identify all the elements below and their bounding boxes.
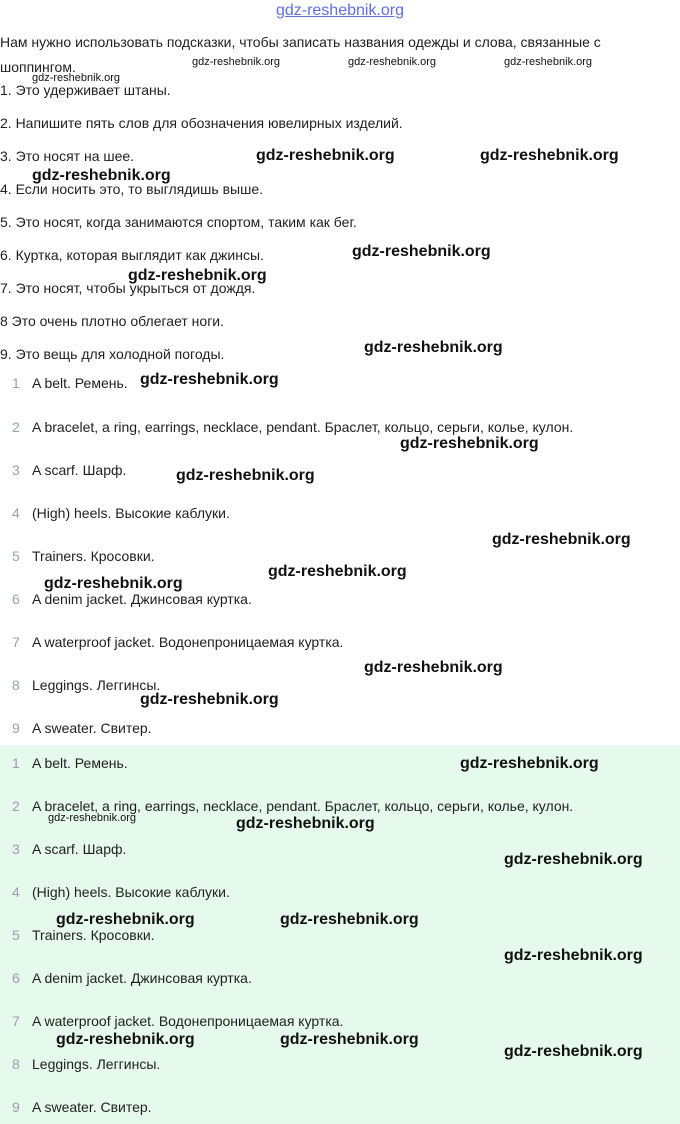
question-5: 5. Это носят, когда занимаются спортом, таким как бег. [0, 214, 357, 230]
answer-number: 8 [12, 1056, 20, 1072]
watermark: gdz-reshebnik.org [140, 371, 279, 388]
answer-text: A bracelet, a ring, earrings, necklace, pendant. Браслет, кольцо, серьги, колье, кулон. [32, 419, 574, 435]
watermark: gdz-reshebnik.org [256, 147, 395, 164]
answer-number: 3 [12, 841, 20, 857]
watermark: gdz-reshebnik.org [140, 691, 279, 708]
answer-number: 2 [12, 798, 20, 814]
question-3: 3. Это носят на шее. [0, 148, 135, 164]
watermark: gdz-reshebnik.org [492, 531, 631, 548]
watermark: gdz-reshebnik.org [460, 755, 599, 772]
answer-text: A sweater. Свитер. [32, 720, 152, 736]
answer-number: 9 [12, 720, 20, 736]
answer-text: A denim jacket. Джинсовая куртка. [32, 970, 252, 986]
watermark: gdz-reshebnik.org [504, 851, 643, 868]
watermark: gdz-reshebnik.org [348, 56, 437, 68]
watermark: gdz-reshebnik.org [56, 1031, 195, 1048]
answer-number: 6 [12, 591, 20, 607]
watermark: gdz-reshebnik.org [176, 467, 315, 484]
watermark: gdz-reshebnik.org [48, 812, 137, 824]
answer-number: 1 [12, 755, 20, 771]
watermark: gdz-reshebnik.org [364, 659, 503, 676]
watermark: gdz-reshebnik.org [352, 243, 491, 260]
answer-text: A scarf. Шарф. [32, 841, 127, 857]
answer-text: A sweater. Свитер. [32, 1099, 152, 1115]
answer-text: A waterproof jacket. Водонепроницаемая куртка. [32, 1013, 344, 1029]
watermark: gdz-reshebnik.org [236, 815, 375, 832]
watermark: gdz-reshebnik.org [280, 1031, 419, 1048]
answer-text: A denim jacket. Джинсовая куртка. [32, 591, 252, 607]
answer-number: 1 [12, 375, 20, 391]
answer-text: Trainers. Кросовки. [32, 548, 155, 564]
watermark: gdz-reshebnik.org [192, 56, 281, 68]
answer-number: 3 [12, 462, 20, 478]
question-1: 1. Это удерживает штаны. [0, 82, 171, 98]
watermark: gdz-reshebnik.org [504, 947, 643, 964]
answer-number: 4 [12, 505, 20, 521]
watermark: gdz-reshebnik.org [400, 435, 539, 452]
answer-text: (High) heels. Высокие каблуки. [32, 884, 230, 900]
watermark: gdz-reshebnik.org [504, 1043, 643, 1060]
answer-number: 4 [12, 884, 20, 900]
answer-text: A waterproof jacket. Водонепроницаемая куртка. [32, 634, 344, 650]
answer-number: 7 [12, 1013, 20, 1029]
answer-text: A scarf. Шарф. [32, 462, 127, 478]
answer-number: 5 [12, 548, 20, 564]
watermark: gdz-reshebnik.org [480, 147, 619, 164]
watermark: gdz-reshebnik.org [32, 167, 171, 184]
watermark: gdz-reshebnik.org [504, 56, 593, 68]
answer-text: Leggings. Леггинсы. [32, 677, 161, 693]
watermark: gdz-reshebnik.org [268, 563, 407, 580]
watermark: gdz-reshebnik.org [364, 339, 503, 356]
question-2: 2. Напишите пять слов для обозначения ювелирных изделий. [0, 115, 403, 131]
site-title-link[interactable]: gdz-reshebnik.org [275, 2, 405, 19]
answer-number: 5 [12, 927, 20, 943]
answer-text: Trainers. Кросовки. [32, 927, 155, 943]
answer-number: 2 [12, 419, 20, 435]
question-8: 8 Это очень плотно облегает ноги. [0, 313, 225, 329]
question-6: 6. Куртка, которая выглядит как джинсы. [0, 247, 264, 263]
answer-number: 7 [12, 634, 20, 650]
question-7: 7. Это носят, чтобы укрыться от дождя. [0, 280, 256, 296]
question-4: 4. Если носить это, то выглядишь выше. [0, 181, 264, 197]
watermark: gdz-reshebnik.org [280, 911, 419, 928]
question-9: 9. Это вещь для холодной погоды. [0, 346, 225, 362]
answer-number: 9 [12, 1099, 20, 1115]
answer-number: 6 [12, 970, 20, 986]
answer-text: Leggings. Леггинсы. [32, 1056, 161, 1072]
answer-text: A belt. Ремень. [32, 375, 128, 391]
watermark: gdz-reshebnik.org [128, 267, 267, 284]
answer-text: (High) heels. Высокие каблуки. [32, 505, 230, 521]
intro-text: Нам нужно использовать подсказки, чтобы записать названия одежды и слова, связанные с шоппингом. [0, 34, 601, 75]
watermark: gdz-reshebnik.org [44, 575, 183, 592]
watermark: gdz-reshebnik.org [56, 911, 195, 928]
answer-text: A belt. Ремень. [32, 755, 128, 771]
watermark: gdz-reshebnik.org [32, 72, 121, 84]
answer-text: A bracelet, a ring, earrings, necklace, pendant. Браслет, кольцо, серьги, колье, кулон. [32, 798, 574, 814]
answer-number: 8 [12, 677, 20, 693]
